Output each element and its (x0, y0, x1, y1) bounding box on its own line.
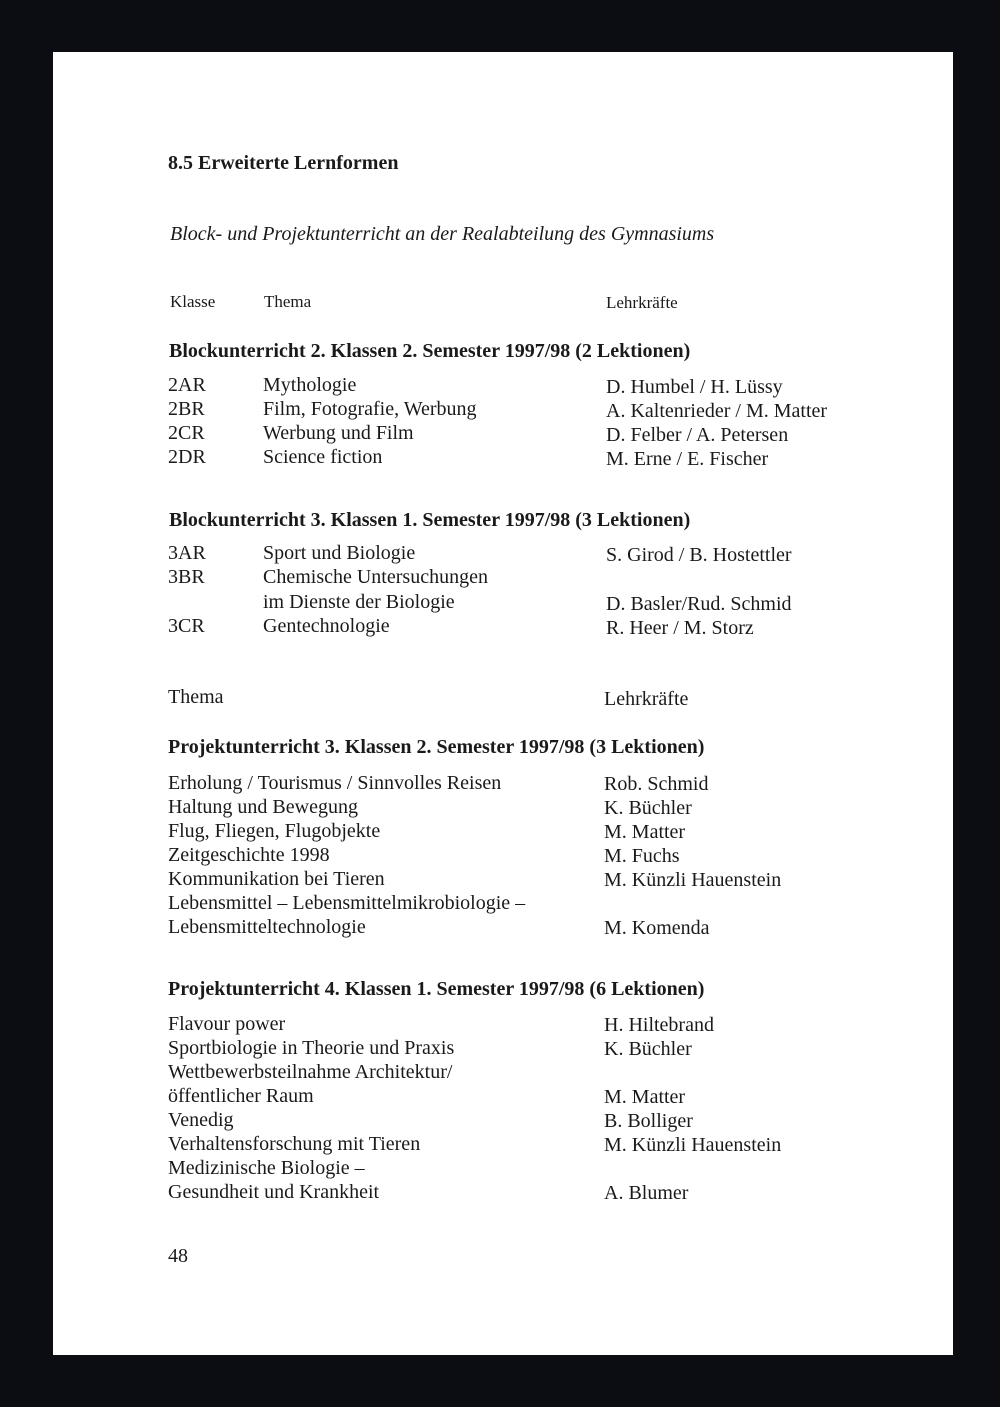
project1-title: Projektunterricht 3. Klassen 2. Semester 1997/98 (3 Lektionen) (168, 736, 705, 758)
block1-row-klasse: 2BR (168, 398, 205, 420)
block2-row-thema: Sport und Biologie (263, 542, 416, 564)
project2-row-lehrkraefte: K. Büchler (604, 1038, 692, 1060)
project1-row-thema: Haltung und Bewegung (168, 796, 358, 818)
subtitle: Block- und Projektunterricht an der Realabteilung des Gymnasiums (170, 223, 715, 245)
block1-row-thema: Science fiction (263, 446, 383, 468)
project1-row-lehrkraefte: M. Matter (604, 821, 686, 843)
project1-row-thema: Zeitgeschichte 1998 (168, 844, 330, 866)
project2-row-thema: Flavour power (168, 1013, 286, 1035)
project2-row-thema: öffentlicher Raum (168, 1085, 314, 1107)
block1-row-lehrkraefte: M. Erne / E. Fischer (606, 448, 769, 470)
block1-row-thema: Werbung und Film (263, 422, 414, 444)
page-number: 48 (168, 1245, 188, 1267)
project2-row-thema: Medizinische Biologie – (168, 1157, 365, 1179)
project-header-lehrkraefte: Lehrkräfte (604, 688, 689, 710)
project2-row-lehrkraefte: A. Blumer (604, 1182, 689, 1204)
block2-row-thema: Chemische Untersuchungen (263, 566, 488, 588)
section-title: 8.5 Erweiterte Lernformen (168, 152, 399, 174)
block1-row-klasse: 2AR (168, 374, 206, 396)
block1-row-klasse: 2CR (168, 422, 205, 444)
project2-row-lehrkraefte: M. Matter (604, 1086, 686, 1108)
document-page (53, 52, 953, 1355)
block1-row-lehrkraefte: A. Kaltenrieder / M. Matter (606, 400, 828, 422)
project1-row-thema: Erholung / Tourismus / Sinnvolles Reisen (168, 772, 502, 794)
project1-row-lehrkraefte: M. Komenda (604, 917, 710, 939)
project1-row-lehrkraefte: M. Künzli Hauenstein (604, 869, 782, 891)
project1-row-lehrkraefte: M. Fuchs (604, 845, 680, 867)
project2-title: Projektunterricht 4. Klassen 1. Semester 1997/98 (6 Lektionen) (168, 978, 705, 1000)
project1-row-thema: Kommunikation bei Tieren (168, 868, 385, 890)
block2-row-klasse: 3CR (168, 615, 205, 637)
block2-row-thema: Gentechnologie (263, 615, 390, 637)
block2-title: Blockunterricht 3. Klassen 1. Semester 1997/98 (3 Lektionen) (169, 509, 691, 531)
project2-row-lehrkraefte: H. Hiltebrand (604, 1014, 714, 1036)
project2-row-thema: Sportbiologie in Theorie und Praxis (168, 1037, 455, 1059)
block2-row-klasse: 3AR (168, 542, 206, 564)
column-header-thema: Thema (264, 292, 312, 311)
block2-row-lehrkraefte: S. Girod / B. Hostettler (606, 544, 792, 566)
project2-row-thema: Verhaltensforschung mit Tieren (168, 1133, 421, 1155)
block2-row-lehrkraefte: D. Basler/Rud. Schmid (606, 593, 792, 615)
block1-title: Blockunterricht 2. Klassen 2. Semester 1997/98 (2 Lektionen) (169, 340, 691, 362)
block1-row-lehrkraefte: D. Felber / A. Petersen (606, 424, 789, 446)
block2-row-thema: im Dienste der Biologie (263, 591, 455, 613)
block2-row-lehrkraefte: R. Heer / M. Storz (606, 617, 754, 639)
block2-row-klasse: 3BR (168, 566, 205, 588)
project1-row-lehrkraefte: K. Büchler (604, 797, 692, 819)
block1-row-klasse: 2DR (168, 446, 206, 468)
block1-row-lehrkraefte: D. Humbel / H. Lüssy (606, 376, 783, 398)
project-header-thema: Thema (168, 686, 224, 708)
project2-row-thema: Wettbewerbsteilnahme Architektur/ (168, 1061, 453, 1083)
project2-row-lehrkraefte: M. Künzli Hauenstein (604, 1134, 782, 1156)
project1-row-lehrkraefte: Rob. Schmid (604, 773, 709, 795)
column-header-klasse: Klasse (170, 292, 216, 311)
block1-row-thema: Mythologie (263, 374, 357, 396)
project1-row-thema: Flug, Fliegen, Flugobjekte (168, 820, 381, 842)
project1-row-thema: Lebensmittel – Lebensmittelmikrobiologie – (168, 892, 526, 914)
project1-row-thema: Lebensmitteltechnologie (168, 916, 366, 938)
project2-row-lehrkraefte: B. Bolliger (604, 1110, 693, 1132)
project2-row-thema: Gesundheit und Krankheit (168, 1181, 380, 1203)
project2-row-thema: Venedig (168, 1109, 234, 1131)
column-header-lehrkraefte: Lehrkräfte (606, 293, 678, 312)
block1-row-thema: Film, Fotografie, Werbung (263, 398, 477, 420)
